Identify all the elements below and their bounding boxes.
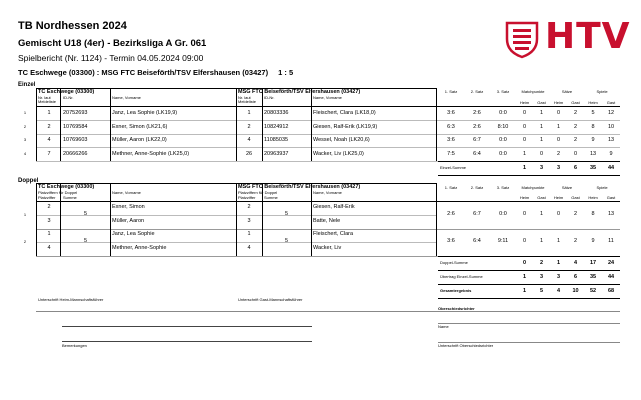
einzel-heim-spiele: Heim <box>588 100 598 105</box>
doppel-guest-platz2: 4 <box>247 245 251 251</box>
einzel-col-spiele: Spiele <box>596 89 608 94</box>
total-sum-sg: 10 <box>572 288 579 294</box>
einzel-row-pos: 1 <box>23 110 27 115</box>
doppel-home-summe: 5 <box>83 211 88 217</box>
einzel-col-divider <box>311 88 312 161</box>
einzel-col-id-guest: ID-Nr. <box>264 95 275 100</box>
einzel-guest-team: MSG FTC Beiseförth/TSV Elfershausen (03427) <box>238 89 361 95</box>
einzel-home-nr: 1 <box>47 110 51 116</box>
einzel-score-sh: 1 <box>556 123 561 130</box>
doppel-col-divider <box>311 183 312 256</box>
doppel-col-platzziffer-guest: Platzziffer <box>238 195 256 200</box>
doppel-score-sg: 2 <box>573 238 578 244</box>
doppel-sum-sg: 4 <box>573 260 578 266</box>
einzel-score-s2: 6:7 <box>473 137 481 143</box>
einzel-col-id-home: ID-Nr. <box>63 95 74 100</box>
carry-sum-gh: 35 <box>589 274 597 280</box>
doppel-gast-match: Gast <box>537 195 546 200</box>
doppel-home-name2: Methner, Anne-Sophie <box>112 245 167 251</box>
doppel-row-pos: 1 <box>23 212 27 217</box>
doppel-score-mh: 0 <box>522 238 527 244</box>
doppel-score-mg: 1 <box>539 238 544 244</box>
doppel-score-s3: 9:11 <box>497 238 509 244</box>
doppel-gast-spiele: Gast <box>606 195 616 200</box>
matchup-score: 1 : 5 <box>278 68 294 77</box>
einzel-score-s3: 0:0 <box>499 137 507 143</box>
doppel-score-s3: 0:0 <box>499 211 507 217</box>
doppel-score-mg: 1 <box>539 211 544 217</box>
remarks-label: Bemerkungen <box>62 343 87 348</box>
doppel-col-divider <box>236 183 237 256</box>
einzel-score-s3: 8:10 <box>497 123 509 130</box>
einzel-sum-label: Einzel-Summe <box>440 165 467 170</box>
doppel-col-platz-home: Platzziffern für Doppel <box>38 190 78 195</box>
doppel-guest-platz2: 3 <box>247 218 251 224</box>
einzel-row-pos: 4 <box>23 150 27 156</box>
referee-name-label: Name <box>438 324 449 329</box>
einzel-home-name: Janz, Lea Sophie (LK19,9) <box>112 110 178 116</box>
total-sum-gh: 52 <box>589 288 597 294</box>
einzel-score-mg: 1 <box>539 123 544 130</box>
einzel-row-divider <box>36 134 620 135</box>
doppel-guest-summe: 5 <box>284 238 289 244</box>
einzel-score-s1: 3:6 <box>447 137 455 143</box>
einzel-home-id: 10769603 <box>63 137 88 143</box>
doppel-col-divider <box>436 183 437 256</box>
doppel-sum-mh: 0 <box>522 260 527 266</box>
einzel-score-s2: 2:6 <box>473 110 481 116</box>
einzel-col-match: Matchpunkte <box>521 89 545 94</box>
carry-sum-sg: 6 <box>573 274 578 280</box>
doppel-col-satz1: 1. Satz <box>444 185 458 190</box>
matchup <box>18 68 293 77</box>
einzel-col-divider <box>60 88 61 161</box>
total-sum-sh: 4 <box>556 288 561 294</box>
einzel-score-mg: 1 <box>539 137 544 143</box>
einzel-score-sh: 0 <box>556 110 561 116</box>
doppel-home-team: TC Eschwege (03300) <box>38 184 95 190</box>
einzel-home-name: Exner, Simon (LK21,6) <box>112 123 168 130</box>
einzel-score-s1: 6:3 <box>447 123 455 130</box>
einzel-guest-name: Fleischert, Clara (LK18,0) <box>313 110 376 116</box>
einzel-col-name-guest: Name, Vorname <box>313 95 342 100</box>
einzel-guest-id: 10824912 <box>264 123 289 130</box>
doppel-col-spiele: Spiele <box>596 185 608 190</box>
doppel-score-s2: 6:7 <box>473 211 481 217</box>
einzel-guest-id: 20963937 <box>264 150 289 157</box>
doppel-col-summe-home: Summe <box>63 195 77 200</box>
doppel-home-summe: 5 <box>83 238 88 244</box>
doppel-col-name-guest: Name, Vorname <box>313 190 342 195</box>
einzel-guest-name: Wacker, Liv (LK25,0) <box>313 150 364 157</box>
doppel-sum-label: Doppel-Summe <box>440 260 468 265</box>
doppel-heim-match: Heim <box>519 195 530 200</box>
einzel-col-divider <box>110 88 111 161</box>
einzel-home-name: Methner, Anne-Sophie (LK25,0) <box>112 150 190 157</box>
einzel-sum-mh: 1 <box>522 165 527 171</box>
carry-sum-gg: 44 <box>607 274 615 280</box>
referee-sig-label: Unterschrift Oberschiedsrichter <box>438 343 494 348</box>
einzel-col-name-home: Name, Vorname <box>112 95 141 100</box>
einzel-sum-sh: 3 <box>556 165 561 171</box>
doppel-score-s1: 2:6 <box>447 211 455 217</box>
carry-sum-mh: 1 <box>522 274 527 280</box>
einzel-score-gg: 9 <box>609 150 613 157</box>
einzel-score-s3: 0:0 <box>499 110 507 116</box>
carry-label: Übertrag Einzel-Summe <box>440 274 483 279</box>
doppel-score-s2: 6:4 <box>473 238 481 244</box>
doppel-row-divider <box>36 229 620 230</box>
doppel-guest-platz1: 2 <box>247 204 251 210</box>
einzel-home-id: 10769584 <box>63 123 88 130</box>
doppel-col-summe-guest: Summe <box>264 195 278 200</box>
einzel-score-mg: 0 <box>539 150 544 157</box>
einzel-score-mh: 0 <box>522 110 527 116</box>
doppel-home-platz2: 3 <box>47 218 51 224</box>
einzel-score-gg: 13 <box>607 137 615 143</box>
einzel-home-team: TC Eschwege (03300) <box>38 89 95 95</box>
einzel-score-gg: 12 <box>607 110 615 116</box>
doppel-score-gh: 8 <box>591 211 595 217</box>
einzel-home-nr: 7 <box>47 150 51 157</box>
einzel-row-divider <box>36 147 620 148</box>
total-label: Gesamtergebnis <box>440 288 472 293</box>
doppel-guest-name2: Wacker, Liv <box>313 245 342 251</box>
doppel-sum-gg: 24 <box>607 260 615 266</box>
einzel-score-sg: 2 <box>573 123 578 130</box>
doppel-col-divider <box>36 183 37 256</box>
doppel-score-gg: 11 <box>608 238 614 244</box>
einzel-home-nr: 4 <box>47 137 51 143</box>
einzel-col-satz1: 1. Satz <box>444 89 458 94</box>
einzel-heim-saetze: Heim <box>553 100 564 105</box>
report-info: Spielbericht (Nr. 1124) - Termin 04.05.2024 09:00 <box>18 53 204 63</box>
einzel-guest-name: Giesen, Ralf-Erik (LK19,9) <box>313 123 378 130</box>
einzel-score-s3: 0:0 <box>499 150 507 157</box>
doppel-col-divider <box>262 183 263 256</box>
einzel-sum-mg: 3 <box>539 165 544 171</box>
league-subtitle: Gemischt U18 (4er) - Bezirksliga A Gr. 061 <box>18 38 207 49</box>
doppel-gast-saetze: Gast <box>571 195 580 200</box>
total-sum-mh: 1 <box>522 288 527 294</box>
sig-home-label: Unterschrift Heim-Mannschaftsführer <box>38 297 104 302</box>
doppel-guest-name2: Batte, Nele <box>313 218 341 224</box>
einzel-col-divider <box>36 88 37 161</box>
logo-text: HTV <box>545 16 631 57</box>
einzel-home-nr: 2 <box>47 123 51 130</box>
doppel-score-sh: 0 <box>556 211 561 217</box>
einzel-score-mg: 1 <box>539 110 544 116</box>
doppel-guest-team: MSG FTC Beiseförth/TSV Elfershausen (03427) <box>238 184 361 190</box>
doppel-home-name1: Exner, Simon <box>112 204 145 210</box>
doppel-heim-spiele: Heim <box>588 195 598 200</box>
einzel-col-satz3: 3. Satz <box>496 89 510 94</box>
doppel-col-platz-guest: Platzziffern für Doppel <box>238 190 278 195</box>
einzel-score-sg: 2 <box>573 137 578 143</box>
einzel-col-saetze: Sätze <box>561 89 573 94</box>
einzel-home-name: Müller, Aaron (LK22,0) <box>112 137 167 143</box>
doppel-score-mh: 0 <box>522 211 527 217</box>
einzel-score-sg: 2 <box>573 110 578 116</box>
einzel-heim-match: Heim <box>519 100 530 105</box>
einzel-guest-nr: 1 <box>247 110 251 116</box>
einzel-score-sg: 0 <box>573 150 578 157</box>
doppel-row-pos: 2 <box>23 239 27 244</box>
doppel-col-name-home: Name, Vorname <box>112 190 141 195</box>
doppel-guest-summe: 5 <box>284 211 289 217</box>
doppel-col-match: Matchpunkte <box>521 185 545 190</box>
einzel-row-pos: 3 <box>23 137 27 142</box>
einzel-score-gh: 13 <box>589 150 597 157</box>
doppel-score-gg: 13 <box>607 211 615 217</box>
doppel-col-divider <box>110 183 111 256</box>
einzel-col-divider <box>236 88 237 161</box>
doppel-heim-saetze: Heim <box>553 195 564 200</box>
einzel-col-divider <box>262 88 263 161</box>
einzel-guest-nr: 4 <box>247 137 251 143</box>
doppel-sum-sh: 1 <box>556 260 561 266</box>
einzel-guest-nr: 26 <box>245 150 253 157</box>
doppel-score-sg: 2 <box>573 211 578 217</box>
doppel-col-satz3: 3. Satz <box>496 185 510 190</box>
doppel-score-sh: 1 <box>556 238 561 244</box>
doppel-col-platzziffer-home: Platzziffer <box>38 195 56 200</box>
einzel-row-divider <box>36 120 620 121</box>
doppel-score-s1: 3:6 <box>447 238 455 244</box>
doppel-home-platz1: 1 <box>47 231 51 237</box>
einzel-col-satz2: 2. Satz <box>470 89 484 94</box>
einzel-home-id: 20752693 <box>63 110 88 116</box>
doppel-guest-name1: Giesen, Ralf-Erik <box>313 204 355 210</box>
einzel-score-mh: 1 <box>522 150 527 157</box>
einzel-score-sh: 2 <box>556 150 561 157</box>
einzel-score-sh: 0 <box>556 137 561 143</box>
doppel-col-divider <box>60 183 61 256</box>
doppel-heading: Doppel <box>18 178 39 184</box>
page-title: TB Nordhessen 2024 <box>18 20 127 32</box>
einzel-score-gh: 9 <box>591 137 595 143</box>
doppel-sum-mg: 2 <box>539 260 544 266</box>
einzel-guest-name: Wessel, Noah (LK20,6) <box>313 137 370 143</box>
htv-logo <box>503 16 631 59</box>
total-sum-gg: 68 <box>607 288 615 294</box>
einzel-col-nr-guest: Nr. laut Meldeliste <box>238 95 257 105</box>
doppel-home-platz1: 2 <box>47 204 51 210</box>
doppel-score-gh: 9 <box>591 238 595 244</box>
doppel-home-platz2: 4 <box>47 245 51 251</box>
total-sum-mg: 5 <box>539 288 544 294</box>
einzel-sum-gh: 35 <box>589 165 597 171</box>
einzel-score-s2: 6:4 <box>473 150 481 157</box>
einzel-guest-id: 20803336 <box>264 110 289 116</box>
doppel-home-name1: Janz, Lea Sophie <box>112 231 155 237</box>
einzel-home-id: 20666266 <box>63 150 88 157</box>
einzel-col-divider <box>436 88 437 161</box>
einzel-guest-nr: 2 <box>247 123 251 130</box>
matchup-teams: TC Eschwege (03300) : MSG FTC Beiseförth/TSV Elfershausen (03427) <box>18 68 269 77</box>
doppel-guest-name1: Fleischert, Clara <box>313 231 354 237</box>
einzel-guest-id: 11085035 <box>264 137 289 143</box>
einzel-score-mh: 0 <box>522 137 527 143</box>
einzel-gast-saetze: Gast <box>571 100 580 105</box>
referee-heading: Oberschiedsrichter <box>438 306 475 311</box>
einzel-score-gh: 5 <box>591 110 595 116</box>
einzel-col-nr-home: Nr. laut Meldeliste <box>38 95 57 105</box>
einzel-score-s2: 2:6 <box>473 123 481 130</box>
doppel-home-name2: Müller, Aaron <box>112 218 145 224</box>
einzel-gast-spiele: Gast <box>606 100 616 105</box>
einzel-row-pos: 2 <box>23 123 27 129</box>
einzel-score-gh: 8 <box>591 123 595 130</box>
doppel-col-saetze: Sätze <box>561 185 573 190</box>
einzel-heading: Einzel <box>18 82 36 88</box>
einzel-sum-sg: 6 <box>573 165 578 171</box>
einzel-score-s1: 7:5 <box>447 150 455 157</box>
doppel-sum-gh: 17 <box>589 260 597 266</box>
sig-guest-label: Unterschrift Gast-Mannschaftsführer <box>238 297 303 302</box>
einzel-sum-gg: 44 <box>607 165 615 171</box>
einzel-score-s1: 3:6 <box>447 110 455 116</box>
doppel-guest-platz1: 1 <box>247 231 251 237</box>
carry-sum-sh: 3 <box>556 274 561 280</box>
carry-sum-mg: 3 <box>539 274 544 280</box>
einzel-gast-match: Gast <box>537 100 546 105</box>
doppel-col-satz2: 2. Satz <box>470 185 484 190</box>
einzel-score-gg: 10 <box>607 123 615 130</box>
einzel-score-mh: 0 <box>522 123 527 130</box>
